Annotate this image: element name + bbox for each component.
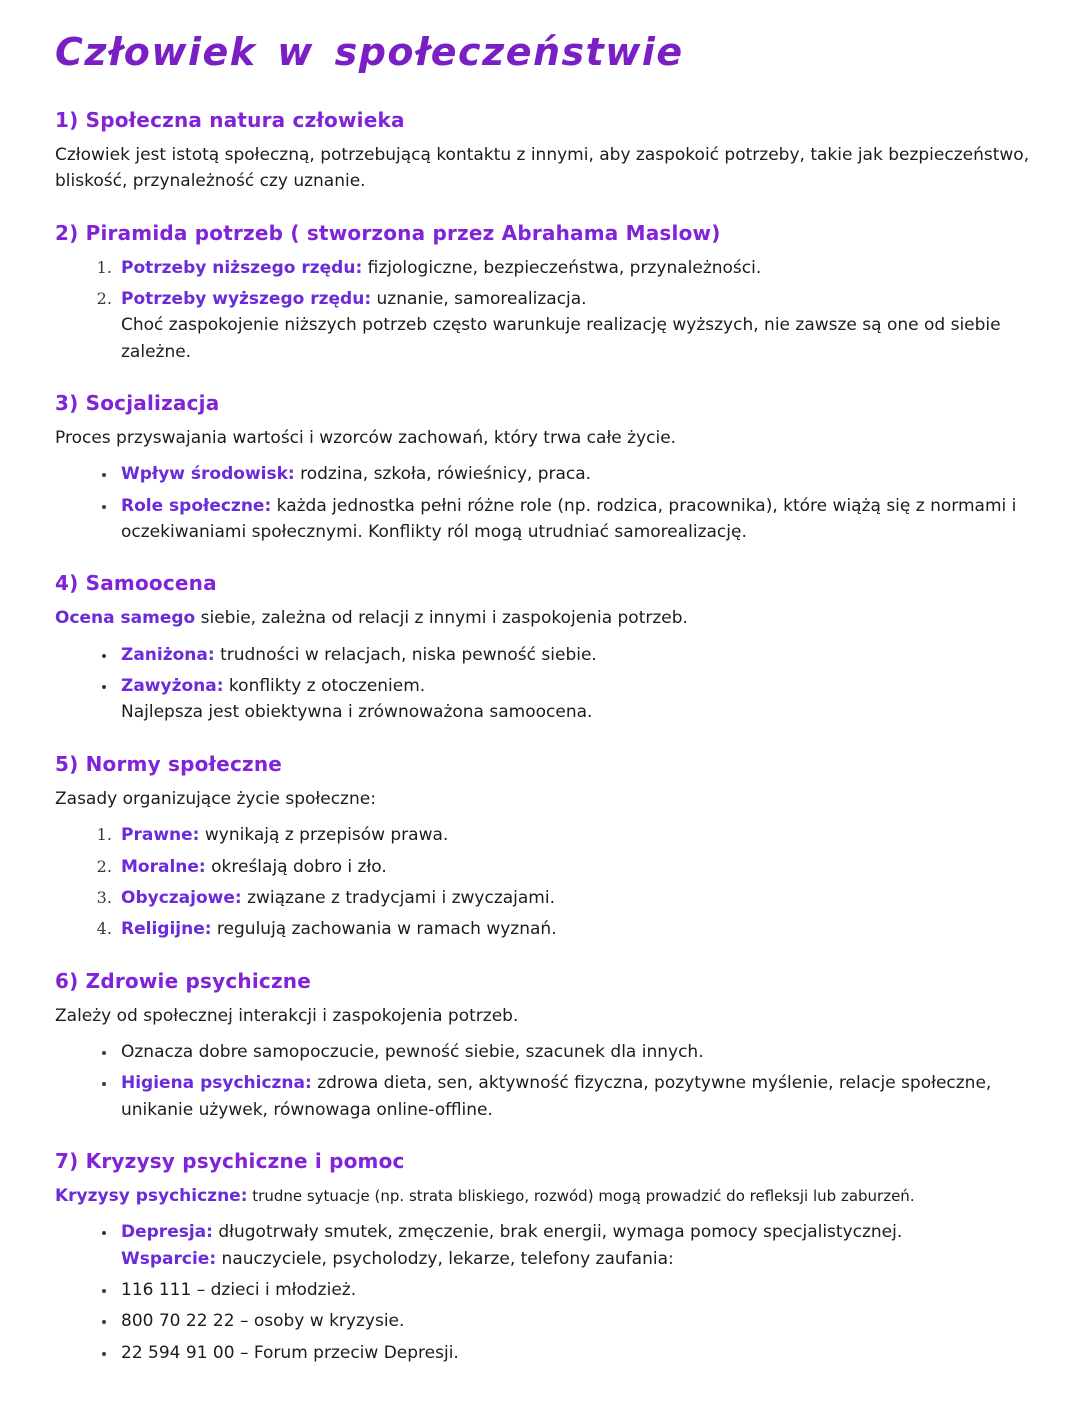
term-text: Zaniżona: <box>121 644 215 665</box>
bullet-list <box>55 461 1032 545</box>
numbered-list <box>55 255 1032 365</box>
term-text: Potrzeby niższego rzędu: <box>121 257 363 278</box>
bullet-list <box>55 1039 1032 1123</box>
body-text: 800 70 22 22 – osoby w kryzysie. <box>121 1311 405 1332</box>
term-text: Wpływ środowisk: <box>121 464 295 485</box>
term-text: Kryzysy psychiczne: <box>55 1185 248 1206</box>
body-text: każda jednostka pełni różne role (np. rodzica, pracownika), które wiążą się z normami i oczekiwaniami społecznymi. Konflikty ról mogą utrudniać samorealizację. <box>121 495 1017 543</box>
term-text: Prawne: <box>121 825 200 846</box>
section-heading: 3) Socjalizacja <box>55 391 220 416</box>
body-text: 116 111 – dzieci i młodzież. <box>121 1279 357 1300</box>
section-heading: 4) Samoocena <box>55 571 217 596</box>
body-text: Proces przyswajania wartości i wzorców zachowań, który trwa całe życie. <box>55 428 677 449</box>
body-text: długotrwały smutek, zmęczenie, brak energii, wymaga pomocy specjalistycznej. <box>212 1222 903 1243</box>
body-text: określają dobro i zło. <box>205 856 387 877</box>
body-text: nauczyciele, psycholodzy, lekarze, telefony zaufania: <box>216 1248 674 1269</box>
section <box>55 108 1032 195</box>
body-text: Najlepsza jest obiektywna i zrównoważona samoocena. <box>121 702 593 723</box>
section <box>55 1149 1032 1366</box>
list-item <box>117 461 1032 487</box>
body-text: zdrowa dieta, sen, aktywność fizyczna, pozytywne myślenie, relacje społeczne, unikanie używek, równowaga online-offline. <box>121 1073 992 1120</box>
body-text: fizjologiczne, bezpieczeństwa, przynależności. <box>362 257 762 278</box>
term-text: Higiena psychiczna: <box>121 1073 312 1094</box>
paragraph <box>55 1003 1032 1029</box>
body-text: rodzina, szkoła, rówieśnicy, praca. <box>294 464 592 485</box>
list-item <box>117 642 1032 668</box>
section-heading: 7) Kryzysy psychiczne i pomoc <box>55 1148 405 1173</box>
paragraph <box>55 605 1032 631</box>
body-text: Oznacza dobre samopoczucie, pewność siebie, szacunek dla innych. <box>121 1041 704 1062</box>
section <box>55 571 1032 725</box>
paragraph <box>55 1183 1032 1209</box>
term-text: Potrzeby wyższego rzędu: <box>121 289 372 310</box>
list-item <box>117 1219 1032 1272</box>
term-text: Role społeczne: <box>121 495 272 516</box>
section-heading: 6) Zdrowie psychiczne <box>55 968 312 993</box>
section-heading: 2) Piramida potrzeb ( stworzona przez Abrahama Maslow) <box>55 220 721 245</box>
body-text: Zależy od społecznej interakcji i zaspokojenia potrzeb. <box>55 1005 519 1026</box>
term-text: Wsparcie: <box>121 1248 217 1269</box>
term-text: Obyczajowe: <box>121 887 242 908</box>
body-text: Człowiek jest istotą społeczną, potrzebującą kontaktu z innymi, aby zaspokoić potrzeby, takie jak bezpieczeństwo, bliskość, przynależność czy uznanie. <box>55 145 1030 192</box>
bullet-list <box>55 1219 1032 1366</box>
paragraph <box>55 425 1032 451</box>
list-item <box>117 1308 1032 1334</box>
sections <box>55 108 1032 1366</box>
body-text: Choć zaspokojenie niższych potrzeb często warunkuje realizację wyższych, nie zawsze są one od siebie zależne. <box>121 315 1001 362</box>
paragraph <box>55 786 1032 812</box>
body-text: siebie, zależna od relacji z innymi i zaspokojenia potrzeb. <box>195 608 688 629</box>
section <box>55 969 1032 1123</box>
section-heading: 1) Społeczna natura człowieka <box>55 108 405 132</box>
term-text: Ocena samego <box>55 608 196 629</box>
list-item <box>117 673 1032 726</box>
list-item <box>117 286 1032 365</box>
page-title: Człowiek w społeczeństwie <box>55 30 684 74</box>
list-item <box>117 1340 1032 1366</box>
list-item <box>117 255 1032 281</box>
list-item <box>117 1039 1032 1065</box>
numbered-list <box>55 822 1032 942</box>
list-item <box>117 885 1032 911</box>
body-text: regulują zachowania w ramach wyznań. <box>211 919 557 940</box>
list-item <box>117 822 1032 848</box>
list-item <box>117 916 1032 942</box>
body-text: uznanie, samorealizacja. <box>371 289 587 310</box>
body-text: związane z tradycjami i zwyczajami. <box>241 887 555 908</box>
body-text: trudne sytuacje (np. strata bliskiego, rozwód) mogą prowadzić do refleksji lub zaburzeń. <box>247 1186 915 1205</box>
body-text: 22 594 91 00 – Forum przeciw Depresji. <box>121 1342 459 1363</box>
section <box>55 221 1032 365</box>
section-heading: 5) Normy społeczne <box>55 751 283 776</box>
list-item <box>117 1277 1032 1303</box>
body-text: trudności w relacjach, niska pewność siebie. <box>214 644 597 665</box>
body-text: wynikają z przepisów prawa. <box>199 825 449 846</box>
body-text: konflikty z otoczeniem. <box>223 676 426 697</box>
list-item <box>117 854 1032 880</box>
bullet-list <box>55 642 1032 726</box>
section <box>55 752 1032 943</box>
section <box>55 391 1032 545</box>
body-text: Zasady organizujące życie społeczne: <box>55 788 376 809</box>
paragraph <box>55 142 1032 195</box>
term-text: Religijne: <box>121 919 212 940</box>
list-item <box>117 493 1032 546</box>
term-text: Depresja: <box>121 1222 213 1243</box>
list-item <box>117 1070 1032 1123</box>
term-text: Moralne: <box>121 856 206 877</box>
term-text: Zawyżona: <box>121 676 224 697</box>
